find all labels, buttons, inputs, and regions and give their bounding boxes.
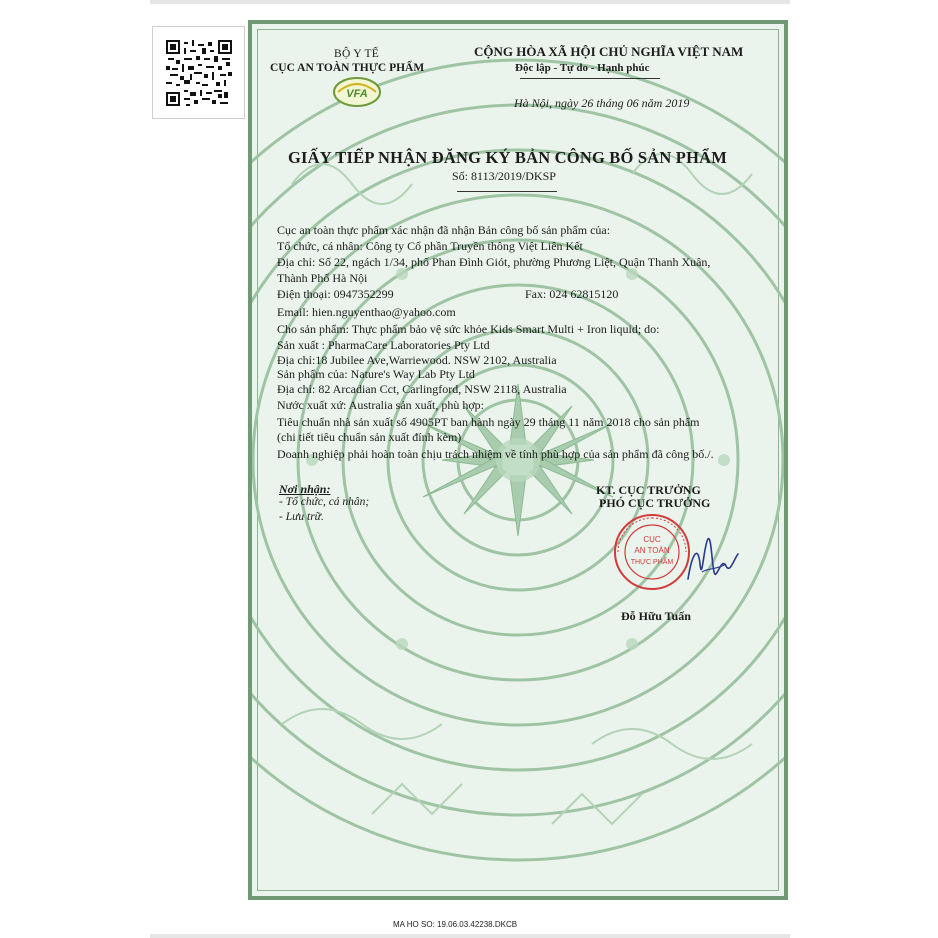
place-date: Hà Nội, ngày 26 tháng 06 năm 2019 — [514, 96, 690, 110]
motto-underline — [520, 78, 660, 79]
vfa-logo-icon — [332, 76, 382, 108]
body-line-standard: Tiêu chuẩn nhà sản xuất số 4905PT ban hành ngày 29 tháng 11 năm 2018 cho sản phẩm — [277, 415, 700, 429]
body-line-product-owner: Sản phẩm của: Nature's Way Lab Pty Ltd — [277, 367, 475, 381]
agency-name: CỤC AN TOÀN THỰC PHẨM — [270, 62, 425, 74]
record-code: MA HO SO: 19.06.03.42238.DKCB — [393, 920, 518, 929]
body-line-email: Email: hien.nguyenthao@yahoo.com — [277, 305, 456, 319]
signer-name: Đỗ Hữu Tuấn — [621, 609, 691, 623]
body-line-manufacturer-address: Địa chỉ:18 Jubilee Ave,Warriewood. NSW 2102, Australia — [277, 353, 557, 367]
body-line-standard-note: (chi tiết tiêu chuẩn sản xuất đính kèm) — [277, 430, 462, 444]
signer-title-line2: PHÓ CỤC TRƯỞNG — [599, 496, 711, 510]
page-edge-top — [150, 0, 790, 4]
body-line-intro: Cục an toàn thực phẩm xác nhận đã nhận Bản công bố sản phẩm của: — [277, 223, 611, 237]
stamp-text-line1: CỤC — [643, 535, 661, 544]
official-stamp — [612, 512, 692, 592]
recipient-item: - Tổ chức, cá nhân; — [279, 496, 370, 508]
body-line-owner-address: Địa chỉ: 82 Arcadian Cct, Carlingford, NSW 2118, Australia — [277, 382, 567, 396]
stamp-text-line2: AN TOÀN — [634, 546, 670, 555]
national-motto: Độc lập - Tự do - Hạnh phúc — [515, 62, 650, 74]
qr-code — [152, 26, 245, 119]
body-line-address: Địa chỉ: Số 22, ngách 1/34, phố Phan Đình Giót, phường Phương Liệt, Quận Thanh Xuân, — [277, 255, 711, 269]
body-line-organization: Tổ chức, cá nhân: Công ty Cổ phần Truyền thông Việt Liên Kết — [277, 239, 583, 253]
body-line-phone: Điện thoại: 0947352299 — [277, 287, 394, 301]
stamp-text-line3: THỰC PHẨM — [630, 559, 674, 566]
body-line-product: Cho sản phẩm: Thực phẩm bảo vệ sức khỏe Kids Smart Multi + Iron liquid; do: — [277, 322, 660, 336]
document-number: Số: 8113/2019/DKSP — [452, 169, 556, 183]
recipient-item: - Lưu trữ. — [279, 511, 324, 523]
vfa-logo-text: VFA — [346, 88, 368, 100]
registration-certificate — [248, 20, 788, 900]
document-title: GIẤY TIẾP NHẬN ĐĂNG KÝ BẢN CÔNG BỐ SẢN PHẨM — [288, 148, 728, 167]
body-line-responsibility: Doanh nghiệp phải hoàn toàn chịu trách nhiệm về tính phù hợp của sản phẩm đã công bố./. — [277, 447, 714, 461]
signer-title-line1: KT. CỤC TRƯỞNG — [596, 483, 701, 497]
body-line-fax: Fax: 024 62815120 — [525, 287, 619, 301]
recipients-label: Nơi nhận: — [279, 482, 331, 496]
handwritten-signature — [682, 524, 742, 594]
qr-code-icon — [166, 40, 232, 106]
nation-name: CỘNG HÒA XÃ HỘI CHỦ NGHĨA VIỆT NAM — [474, 44, 744, 59]
body-line-origin: Nước xuất xứ: Australia sản xuất, phù hợp: — [277, 398, 484, 412]
page-edge-bottom — [150, 934, 790, 938]
body-line-city: Thành Phố Hà Nội — [277, 271, 368, 285]
body-line-manufacturer: Sản xuất : PharmaCare Laboratories Pty Ltd — [277, 338, 490, 352]
ministry-name: BỘ Y TẾ — [334, 48, 380, 60]
number-underline — [457, 191, 557, 192]
